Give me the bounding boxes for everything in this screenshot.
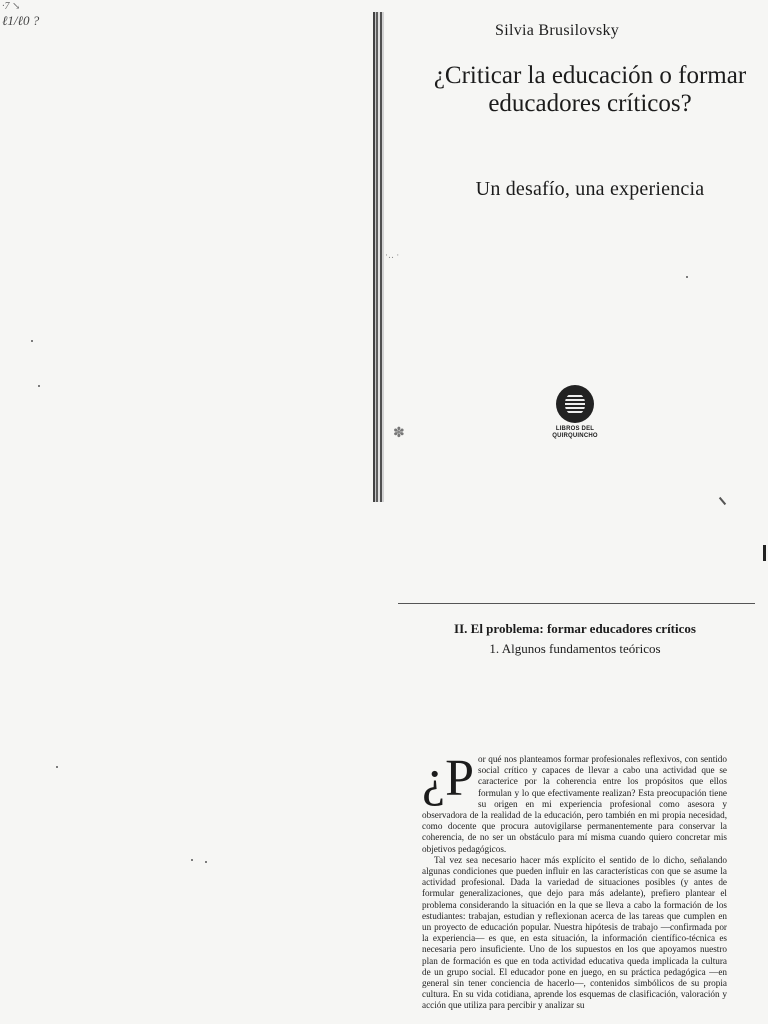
handwritten-note: [2, 2, 39, 26]
book-title: ¿Criticar la educación o formar educadores críticos?: [433, 62, 747, 117]
body-paragraph: or qué nos planteamos formar profesionales reflexivos, con sentido social crítico y capaces de llevar a cabo una actividad que se caracterice por la coherencia entre los propósitos que ellos formulan y lo que efectivamente realizan? Esta preocupación tiene su origen en mi experiencia profesional como asesora y observadora de la realidad de la educación, pero también en mi propia necesidad, como docente que procura autovigilarse permanentemente para conservar la coherencia, de no ser un obstáculo para mí misma cuando quiero concretar mis objetivos pedagógicos.: [422, 754, 727, 854]
scan-dot: [191, 859, 193, 861]
scan-dot: [38, 385, 40, 387]
body-paragraph: Tal vez sea necesario hacer más explícito el sentido de lo dicho, señalando algunas condiciones que pueden influir en las características con que se asume la actividad profesional. Dada la variedad de situaciones posibles (y antes de formular generalizaciones, que dejo para más adelante), prefiero plantear el problema considerando la situación en la que se lleva a cabo la formación de los estudiantes: trabajan, estudian y reflexionan acerca de las tareas que cumplen en un proyecto de educación popular. Nuestra hipótesis de trabajo —confirmada por la experiencia— es que, en esta situación, la información científico-técnica es necesaria pero insuficiente. Uno de los supuestos en los que apoyamos nuestro plan de formación es que en toda actividad educativa queda implicada la cultura de un grupo social. El educador pone en juego, en su práctica pedagógica —en general sin tener conciencia de hacerlo—, contenidos simbólicos de su propia cultura. En su vida cotidiana, aprende los esquemas de clasificación, valoración y acción que utiliza para percibir y analizar su: [422, 854, 727, 1011]
book-author: Silvia Brusilovsky: [495, 22, 620, 39]
handwritten-note-line2: ℓ1/ℓ0 ?: [2, 13, 40, 28]
publisher-name: LIBROS DEL QUIRQUINCHO: [552, 426, 598, 439]
scan-stroke: [719, 497, 726, 505]
section-heading: II. El problema: formar educadores críticos: [454, 621, 696, 636]
drop-cap: ¿P: [422, 754, 474, 807]
handwritten-note-line1: ·7 ↘: [2, 1, 21, 12]
scan-dot: [56, 766, 58, 768]
scan-dot: [205, 861, 207, 863]
publisher-logo: [539, 385, 611, 440]
scan-speck: ✽: [393, 426, 405, 441]
armadillo-logo-icon: [556, 385, 594, 423]
page-edge-mark: [763, 545, 766, 561]
scan-dot: [686, 276, 688, 278]
book-spine-shadow: [373, 12, 384, 502]
scan-speck: ·‥ ·: [385, 250, 400, 260]
chapter-divider: [398, 603, 755, 604]
subsection-heading: 1. Algunos fundamentos teóricos: [489, 641, 661, 656]
chapter-body: [422, 754, 727, 1024]
book-subtitle: Un desafío, una experiencia: [475, 178, 705, 200]
scan-dot: [31, 340, 33, 342]
